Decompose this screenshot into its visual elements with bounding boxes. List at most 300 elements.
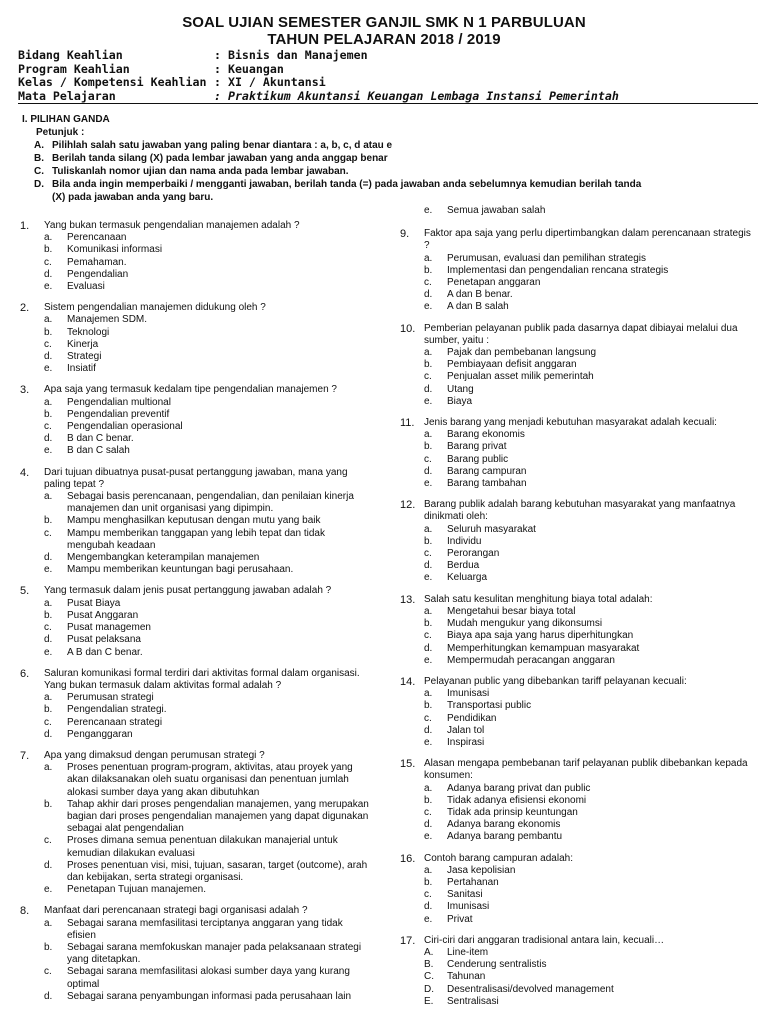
- option-text: Sanitasi: [447, 889, 483, 901]
- answer-option: [44, 528, 370, 552]
- option-letter: e.: [424, 736, 433, 748]
- option-letter: d.: [424, 560, 433, 572]
- option-letter: b.: [424, 794, 433, 806]
- answer-option: [44, 445, 370, 457]
- option-text: Perumusan strategi: [67, 692, 154, 704]
- option-letter: a.: [44, 314, 53, 326]
- answer-option: [424, 984, 755, 996]
- option-letter: b.: [424, 618, 433, 630]
- option-letter: d.: [424, 901, 433, 913]
- option-text: Pembiayaan defisit anggaran: [447, 359, 577, 371]
- option-text: B dan C benar.: [67, 433, 134, 445]
- instruction-letter: A.: [34, 140, 44, 151]
- option-text: Biaya apa saja yang harus diperhitungkan: [447, 630, 634, 642]
- option-letter: b.: [44, 798, 53, 810]
- option-letter: d.: [44, 728, 53, 740]
- question-number: 17.: [400, 934, 416, 947]
- option-letter: a.: [424, 523, 433, 535]
- answer-option: [44, 860, 370, 884]
- question-number: 8.: [20, 905, 30, 918]
- option-text: Proses dimana semua penentuan dilakukan manajerial untuk kemudian dilakukan evaluasi: [67, 835, 338, 859]
- option-letter: d.: [424, 642, 433, 654]
- answer-option: [424, 384, 755, 396]
- answer-option: [44, 991, 370, 1003]
- option-text: Adanya barang privat dan public: [447, 782, 591, 794]
- option-letter: c.: [44, 716, 52, 728]
- option-text: Insiatif: [67, 363, 96, 375]
- option-letter: e.: [424, 654, 433, 666]
- answer-option: [424, 688, 755, 700]
- question-stem: [20, 220, 370, 232]
- option-letter: d.: [44, 351, 53, 363]
- option-letter: c.: [424, 277, 432, 289]
- option-text: Adanya barang ekonomis: [447, 819, 561, 831]
- question: [20, 302, 370, 375]
- answer-option: [44, 598, 370, 610]
- answer-option: [424, 971, 755, 983]
- option-text: Barang tambahan: [447, 478, 527, 490]
- answer-option: [424, 713, 755, 725]
- option-letter: a.: [44, 491, 53, 503]
- answer-option: [424, 429, 755, 441]
- question: [20, 467, 370, 577]
- option-letter: d.: [44, 433, 53, 445]
- option-text: Berdua: [447, 560, 480, 572]
- question-text: Pemberian pelayanan publik pada dasarnya dapat dibiayai melalui dua sumber, yaitu :: [424, 322, 738, 346]
- answer-option: [424, 347, 755, 359]
- answer-option: [424, 947, 755, 959]
- answer-option: [424, 819, 755, 831]
- option-text: Pemahaman.: [67, 256, 127, 268]
- question-stem: [400, 676, 755, 688]
- option-letter: e.: [424, 395, 433, 407]
- question-number: 1.: [20, 220, 30, 232]
- answer-option: [424, 996, 755, 1008]
- option-text: Barang ekonomis: [447, 429, 525, 441]
- meta-label: Bidang Keahlian: [18, 48, 123, 62]
- option-letter: d.: [44, 634, 53, 646]
- instruction-text: Berilah tanda silang (X) pada lembar jawaban yang anda anggap benar: [52, 153, 388, 164]
- instruction-letter: D.: [34, 179, 44, 190]
- answer-option: [44, 232, 370, 244]
- option-text: A dan B benar.: [447, 289, 513, 301]
- answer-option: [44, 634, 370, 646]
- option-text: Penetapan anggaran: [447, 277, 541, 289]
- option-text: Pengendalian multional: [67, 396, 171, 408]
- option-letter: e.: [44, 363, 53, 375]
- option-letter: d.: [44, 859, 53, 871]
- option-letter: e.: [424, 572, 433, 584]
- option-text: Strategi: [67, 351, 102, 363]
- question-stem: [20, 467, 370, 491]
- option-letter: D.: [424, 983, 434, 995]
- instruction-item: [34, 139, 752, 152]
- option-text: Sentralisasi: [447, 995, 499, 1007]
- option-text: Pengendalian: [67, 268, 129, 280]
- question: [400, 853, 755, 926]
- option-text: Implementasi dan pengendalian rencana strategis: [447, 264, 669, 276]
- question-text: Manfaat dari perencanaan strategi bagi organisasi adalah ?: [44, 905, 308, 917]
- option-text: Keluarga: [447, 572, 488, 584]
- option-text: Tidak adanya efisiensi ekonomi: [447, 794, 587, 806]
- petunjuk-label: Petunjuk :: [36, 127, 85, 138]
- answer-option: [44, 610, 370, 622]
- option-letter: b.: [44, 704, 53, 716]
- question: [400, 758, 755, 843]
- option-text: Imunisasi: [447, 688, 490, 700]
- question-number: 7.: [20, 749, 30, 762]
- option-text: Pendidikan: [447, 712, 497, 724]
- question-number: 3.: [20, 384, 30, 397]
- answer-option: [44, 762, 370, 799]
- option-text: Adanya barang pembantu: [447, 831, 563, 843]
- option-text: Seluruh masyarakat: [447, 523, 536, 535]
- exam-title: SOAL UJIAN SEMESTER GANJIL SMK N 1 PARBULUAN: [182, 14, 586, 31]
- answer-option: [44, 257, 370, 269]
- question-number: 16.: [400, 852, 416, 865]
- answer-option: [424, 289, 755, 301]
- answer-option: [44, 564, 370, 576]
- option-text: Perencanaan: [67, 232, 127, 244]
- option-text: Transportasi public: [447, 700, 532, 712]
- option-text: Semua jawaban salah: [447, 205, 546, 216]
- answer-option: [44, 327, 370, 339]
- meta-value: : Bisnis dan Manajemen: [214, 48, 368, 62]
- option-letter: c.: [424, 548, 432, 560]
- option-text: A dan B salah: [447, 301, 509, 313]
- option-letter: e.: [424, 913, 433, 925]
- question: [20, 585, 370, 658]
- question: [20, 384, 370, 457]
- option-text: Pertahanan: [447, 876, 499, 888]
- question-number: 13.: [400, 593, 416, 606]
- questions-right-list: [400, 228, 755, 1008]
- option-text: Pengendalian strategi.: [67, 704, 167, 716]
- answer-option: [44, 281, 370, 293]
- option-text: Pengendalian operasional: [67, 421, 183, 433]
- question: [400, 594, 755, 667]
- option-letter: b.: [424, 264, 433, 276]
- question-stem: [20, 905, 370, 917]
- meta-value: : Keuangan: [214, 61, 284, 76]
- answer-option: [424, 643, 755, 655]
- meta-value: : XI / Akuntansi: [214, 75, 326, 89]
- option-letter: e.: [44, 884, 53, 896]
- option-text: Kinerja: [67, 338, 99, 350]
- option-text: B dan C salah: [67, 445, 130, 457]
- question-stem: [400, 758, 755, 782]
- option-text: Proses penentuan program-program, aktivitas, atau proyek yang akan dilaksanakan oleh suatu organisasi dan penentuan jumlah alokasi sumber daya yang akan dibutuhkan: [67, 762, 353, 798]
- option-text: Perorangan: [447, 548, 500, 560]
- question-number: 5.: [20, 585, 30, 598]
- answer-option: [44, 515, 370, 527]
- option-text: Proses penentuan visi, misi, tujuan, sasaran, target (outcome), arah dan kebijakan, serta strategi organisasi.: [67, 859, 368, 883]
- question: [20, 750, 370, 896]
- option-letter: e.: [44, 445, 53, 457]
- option-letter: c.: [44, 256, 52, 268]
- question: [20, 668, 370, 741]
- option-letter: c.: [424, 806, 432, 818]
- answer-option: [44, 799, 370, 836]
- option-letter: c.: [424, 453, 432, 465]
- question-number: 11.: [400, 417, 415, 430]
- exam-year: TAHUN PELAJARAN 2018 / 2019: [267, 31, 501, 48]
- answer-option: [424, 914, 755, 926]
- question: [400, 935, 755, 1008]
- option-letter: d.: [44, 552, 53, 564]
- option-text: Pusat pelaksana: [67, 634, 141, 646]
- question-stem: [20, 585, 370, 597]
- answer-option: [424, 630, 755, 642]
- option-letter: d.: [424, 724, 433, 736]
- option-letter: C.: [424, 971, 434, 983]
- answer-option: [44, 339, 370, 351]
- option-text: Sebagai basis perencanaan, pengendalian, dan penilaian kinerja manajemen dan unit organisasi yang dipimpin.: [67, 491, 354, 515]
- option-letter: a.: [44, 232, 53, 244]
- question-number: 2.: [20, 302, 30, 315]
- option-letter: a.: [44, 762, 53, 774]
- instruction-text: Pilihlah salah satu jawaban yang paling benar diantara : a, b, c, d atau e: [52, 140, 393, 151]
- option-text: Biaya: [447, 395, 473, 407]
- option-text: Pajak dan pembebanan langsung: [447, 347, 597, 359]
- answer-option: [424, 783, 755, 795]
- answer-option: [424, 560, 755, 572]
- option-letter: d.: [44, 268, 53, 280]
- option-letter: b.: [424, 876, 433, 888]
- answer-option: [424, 371, 755, 383]
- answer-option: [424, 524, 755, 536]
- instruction-text: Bila anda ingin memperbaiki / mengganti jawaban, berilah tanda (=) pada jawaban anda sebelumnya kemudian berilah tanda: [52, 179, 642, 190]
- option-letter: b.: [44, 609, 53, 621]
- question-stem: [400, 853, 755, 865]
- instruction-item: [34, 152, 752, 165]
- option-text: Teknologi: [67, 326, 110, 338]
- question-text: Salah satu kesulitan menghitung biaya total adalah:: [424, 593, 653, 605]
- option-letter: b.: [44, 408, 53, 420]
- question-stem: [20, 302, 370, 314]
- option-text: Mengembangkan keterampilan manajemen: [67, 552, 260, 564]
- answer-option: [424, 359, 755, 371]
- option-letter: c.: [424, 712, 432, 724]
- question: [400, 676, 755, 749]
- instruction-text: Tuliskanlah nomor ujian dan nama anda pada lembar jawaban.: [52, 166, 349, 177]
- option-text: Barang public: [447, 453, 509, 465]
- question-text: Barang publik adalah barang kebutuhan masyarakat yang manfaatnya dinikmati oleh:: [424, 499, 736, 523]
- question-text: Yang bukan termasuk pengendalian manajemen adalah ?: [44, 220, 300, 231]
- option-text: Barang campuran: [447, 465, 527, 477]
- answer-option: [424, 889, 755, 901]
- option-letter: a.: [424, 252, 433, 264]
- option-text: Penganggaran: [67, 728, 133, 740]
- option-letter: b.: [44, 941, 53, 953]
- instructions: [22, 113, 752, 204]
- option-text: Utang: [447, 383, 474, 395]
- answer-option: [424, 865, 755, 877]
- option-letter: a.: [424, 688, 433, 700]
- option-text: Tidak ada prinsip keuntungan: [447, 806, 578, 818]
- instruction-letter: B.: [34, 153, 44, 164]
- question-stem: [400, 228, 755, 252]
- question-text: Dari tujuan dibuatnya pusat-pusat pertanggung jawaban, mana yang paling tepat ?: [44, 466, 348, 490]
- answer-option: [44, 729, 370, 741]
- option-letter: b.: [424, 441, 433, 453]
- option-letter: c.: [44, 421, 52, 433]
- option-text: Perencanaan strategi: [67, 716, 163, 728]
- option-letter: e.: [424, 478, 433, 490]
- option-letter: b.: [424, 700, 433, 712]
- answer-option: [424, 700, 755, 712]
- option-text: Pusat Anggaran: [67, 609, 139, 621]
- answer-option: [424, 807, 755, 819]
- option-letter: c.: [424, 371, 432, 383]
- question-number: 6.: [20, 667, 30, 680]
- option-letter: a.: [44, 396, 53, 408]
- answer-option: [44, 363, 370, 375]
- answer-option: [44, 835, 370, 859]
- option-text: Tahap akhir dari proses pengendalian manajemen, yang merupakan bagian dari proses pengendalian manajemen yang dapat digunakan sebagai alat pengendalian: [67, 798, 369, 835]
- option-text: Sebagai sarana memfokuskan manajer pada pelaksanaan strategi yang ditetapkan.: [67, 941, 362, 966]
- answer-option: [44, 717, 370, 729]
- option-text: Jasa kepolisian: [447, 864, 516, 876]
- question-stem: [20, 668, 370, 692]
- question-text: Faktor apa saja yang perlu dipertimbangkan dalam perencanaan strategis ?: [424, 228, 751, 252]
- option-letter: d.: [44, 990, 53, 1002]
- option-text: Penjualan asset milik pemerintah: [447, 371, 594, 383]
- question-number: 14.: [400, 675, 416, 688]
- option-letter: e.: [424, 205, 433, 216]
- answer-option: [44, 314, 370, 326]
- answer-option: [44, 433, 370, 445]
- option-letter: a.: [44, 597, 53, 609]
- question-stem: [400, 499, 755, 523]
- answer-option: [44, 918, 370, 942]
- option-text: Pusat managemen: [67, 622, 151, 634]
- q8-option-e: [424, 205, 755, 217]
- option-letter: d.: [424, 465, 433, 477]
- question-stem: [400, 935, 755, 947]
- answer-option: [44, 244, 370, 256]
- answer-option: [44, 966, 370, 990]
- answer-option: [424, 536, 755, 548]
- option-letter: a.: [44, 692, 53, 704]
- answer-option: [424, 572, 755, 584]
- question: [400, 417, 755, 490]
- header-divider: [18, 103, 758, 104]
- option-letter: e.: [424, 831, 433, 843]
- question-text: Pelayanan public yang dibebankan tariff pelayanan kecuali:: [424, 675, 687, 687]
- question-stem: [20, 750, 370, 762]
- instruction-item: [34, 165, 752, 178]
- question-number: 10.: [400, 322, 416, 335]
- option-letter: c.: [44, 527, 52, 539]
- option-text: Individu: [447, 535, 482, 547]
- option-text: Mampu memberikan keuntungan bagi perusahaan.: [67, 564, 294, 576]
- option-letter: A.: [424, 946, 434, 958]
- answer-option: [424, 618, 755, 630]
- instruction-letter: C.: [34, 166, 44, 177]
- answer-option: [424, 877, 755, 889]
- meta-value: : Praktikum Akuntansi Keuangan Lembaga Instansi Pemerintah: [214, 88, 619, 103]
- answer-option: [424, 901, 755, 913]
- option-letter: e.: [44, 564, 53, 576]
- question: [400, 499, 755, 584]
- option-text: Barang privat: [447, 441, 507, 453]
- meta-label: Mata Pelajaran: [18, 88, 116, 103]
- option-text: Mempermudah peracangan anggaran: [447, 654, 615, 666]
- question-text: Ciri-ciri dari anggaran tradisional antara lain, kecuali…: [424, 934, 665, 946]
- answer-option: [44, 942, 370, 966]
- answer-option: [44, 409, 370, 421]
- option-text: Sebagai sarana memfasilitasi terciptanya anggaran yang tidak efisien: [67, 917, 343, 941]
- exam-meta: [18, 49, 758, 103]
- question-number: 9.: [400, 228, 410, 241]
- answer-option: [424, 959, 755, 971]
- answer-option: [44, 622, 370, 634]
- answer-option: [44, 351, 370, 363]
- option-text: Line-item: [447, 946, 489, 958]
- option-letter: d.: [424, 383, 433, 395]
- answer-option: [44, 704, 370, 716]
- option-text: Perumusan, evaluasi dan pemilihan strategis: [447, 252, 646, 264]
- option-letter: c.: [424, 889, 432, 901]
- answer-option: [44, 647, 370, 659]
- instruction-item: [34, 178, 752, 191]
- option-letter: a.: [424, 864, 433, 876]
- question: [400, 228, 755, 313]
- answer-option: [424, 831, 755, 843]
- question-text: Yang termasuk dalam jenis pusat pertanggung jawaban adalah ?: [44, 585, 332, 597]
- option-text: Mudah mengukur yang dikonsumsi: [447, 618, 603, 630]
- answer-option: [424, 265, 755, 277]
- answer-option: [44, 491, 370, 515]
- option-letter: d.: [424, 819, 433, 831]
- option-text: Mampu menghasilkan keputusan dengan mutu yang baik: [67, 515, 321, 527]
- option-letter: E.: [424, 995, 434, 1007]
- answer-option: [424, 655, 755, 667]
- option-text: Penetapan Tujuan manajemen.: [67, 884, 206, 896]
- question-text: Contoh barang campuran adalah:: [424, 852, 573, 864]
- option-letter: c.: [424, 630, 432, 642]
- instruction-continuation: (X) pada jawaban anda yang baru.: [52, 192, 214, 203]
- option-letter: e.: [44, 646, 53, 658]
- question-stem: [400, 594, 755, 606]
- option-text: A B dan C benar.: [67, 646, 143, 658]
- answer-option: [44, 884, 370, 896]
- option-letter: a.: [44, 917, 53, 929]
- answer-option: [44, 552, 370, 564]
- question-text: Jenis barang yang menjadi kebutuhan masyarakat adalah kecuali:: [424, 417, 717, 429]
- question-text: Apa yang dimaksud dengan perumusan strategi ?: [44, 749, 265, 761]
- option-letter: a.: [424, 347, 433, 359]
- option-text: Evaluasi: [67, 281, 105, 293]
- question-stem: [400, 417, 755, 429]
- option-letter: b.: [424, 359, 433, 371]
- option-text: Komunikasi informasi: [67, 244, 163, 256]
- option-letter: b.: [424, 535, 433, 547]
- option-letter: b.: [44, 326, 53, 338]
- option-letter: B.: [424, 959, 434, 971]
- answer-option: [424, 253, 755, 265]
- section-heading: I. PILIHAN GANDA: [22, 114, 110, 125]
- answer-option: [424, 795, 755, 807]
- question-number: 15.: [400, 758, 416, 771]
- answer-option: [424, 396, 755, 408]
- answer-option: [44, 397, 370, 409]
- option-text: Manajemen SDM.: [67, 314, 148, 326]
- question-text: Apa saja yang termasuk kedalam tipe pengendalian manajemen ?: [44, 384, 337, 396]
- option-letter: e.: [44, 281, 53, 293]
- option-text: Imunisasi: [447, 901, 490, 913]
